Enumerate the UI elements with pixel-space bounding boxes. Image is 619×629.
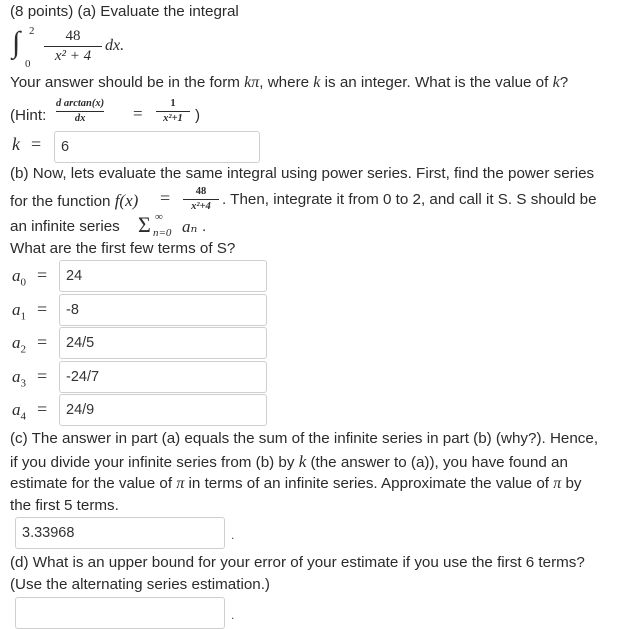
- hint-lhs-numerator: d arctan(x): [56, 98, 105, 109]
- part-c-line3: [10, 475, 582, 493]
- part-c-line2: [10, 452, 568, 472]
- integral-lower-limit: 0: [25, 58, 31, 70]
- hint-lhs-denominator: dx: [74, 113, 86, 124]
- pi-symbol: π: [553, 475, 562, 492]
- hint-rhs-fraction: [156, 97, 190, 125]
- integral-numerator: 48: [65, 28, 81, 44]
- function-expression: f(x): [114, 191, 139, 210]
- k-label: k: [12, 134, 20, 154]
- part-a-instruction: [10, 74, 568, 92]
- f-numerator: 48: [195, 186, 207, 197]
- term-a3-input[interactable]: [59, 361, 267, 393]
- term-a2-input[interactable]: [59, 327, 267, 359]
- error-bound-period: .: [231, 608, 235, 622]
- term-equals: =: [37, 265, 48, 285]
- hint-rhs-numerator: 1: [170, 98, 176, 109]
- part-b-line1: (b) Now, lets evaluate the same integral using power series. First, find the power series: [10, 165, 595, 182]
- instruction-text: is an integer. What is the value of: [320, 74, 553, 91]
- error-bound-input[interactable]: [15, 597, 225, 629]
- hint-close: ): [195, 107, 201, 124]
- f-fraction: [183, 185, 219, 213]
- integral-sign: ∫: [12, 26, 21, 59]
- term-equals: =: [37, 332, 48, 352]
- sum-term: aₙ: [182, 217, 198, 236]
- k-equals: =: [31, 134, 42, 154]
- pi-estimate-period: .: [231, 528, 235, 542]
- term-equals: =: [37, 399, 48, 419]
- instruction-text: in terms of an infinite series. Approximate the value of: [184, 475, 554, 492]
- instruction-text: by: [561, 475, 582, 492]
- part-b-line2: [10, 191, 138, 211]
- k-answer-input[interactable]: [54, 131, 260, 163]
- instruction-text: ?: [559, 74, 569, 91]
- k-variable: k: [298, 452, 307, 471]
- instruction-text: if you divide your infinite series from (b) by: [10, 454, 299, 471]
- part-c-line1: (c) The answer in part (a) equals the sum of the infinite series in part (b) (why?). Hence,: [10, 430, 599, 447]
- hint-equals: =: [133, 104, 143, 123]
- part-d-line2: (Use the alternating series estimation.): [10, 576, 270, 593]
- integral-denominator: x² + 4: [54, 48, 92, 64]
- term-a0-input[interactable]: [59, 260, 267, 292]
- f-equals: =: [160, 188, 171, 208]
- hint-label: (Hint:: [10, 107, 47, 124]
- term-a4-input[interactable]: [59, 394, 267, 426]
- term-label: $a_3$: [12, 367, 26, 390]
- part-a-header: (8 points) (a) Evaluate the integral: [10, 3, 239, 20]
- part-d-line1: (d) What is an upper bound for your error of your estimate if you use the first 6 terms?: [10, 554, 585, 571]
- instruction-text: estimate for the value of: [10, 475, 177, 492]
- sum-lower: n=0: [153, 227, 172, 239]
- sum-symbol: Σ: [138, 212, 151, 237]
- part-b-line4: What are the first few terms of S?: [10, 240, 236, 257]
- k-variable: k: [313, 74, 321, 91]
- term-a1-input[interactable]: [59, 294, 267, 326]
- term-label: $a_0$: [12, 266, 26, 289]
- integral-fraction: [44, 27, 102, 65]
- term-equals: =: [37, 366, 48, 386]
- integral-differential: dx.: [105, 37, 125, 54]
- term-label: $a_2$: [12, 333, 26, 356]
- instruction-text: Your answer should be in the form: [10, 74, 245, 91]
- instruction-text: , where: [259, 74, 314, 91]
- term-label: $a_4$: [12, 400, 26, 423]
- instruction-text: for the function: [10, 193, 115, 210]
- integral-upper-limit: 2: [29, 25, 35, 37]
- sum-upper: ∞: [155, 211, 163, 223]
- term-equals: =: [37, 299, 48, 319]
- part-b-line3: an infinite series: [10, 218, 120, 235]
- instruction-text: (the answer to (a)), you have found an: [306, 454, 568, 471]
- part-b-line2-end: . Then, integrate it from 0 to 2, and call it S. S should be: [222, 191, 597, 208]
- hint-rhs-denominator: x²+1: [163, 113, 183, 124]
- f-denominator: x²+4: [191, 201, 211, 212]
- pi-symbol: π: [176, 475, 185, 492]
- pi-estimate-input[interactable]: [15, 517, 225, 549]
- form-expression: kπ: [244, 74, 260, 91]
- hint-lhs-fraction: [56, 97, 104, 125]
- k-variable: k: [552, 74, 560, 91]
- sum-period: .: [202, 218, 207, 235]
- term-label: $a_1$: [12, 300, 26, 323]
- part-c-line4: the first 5 terms.: [10, 497, 119, 514]
